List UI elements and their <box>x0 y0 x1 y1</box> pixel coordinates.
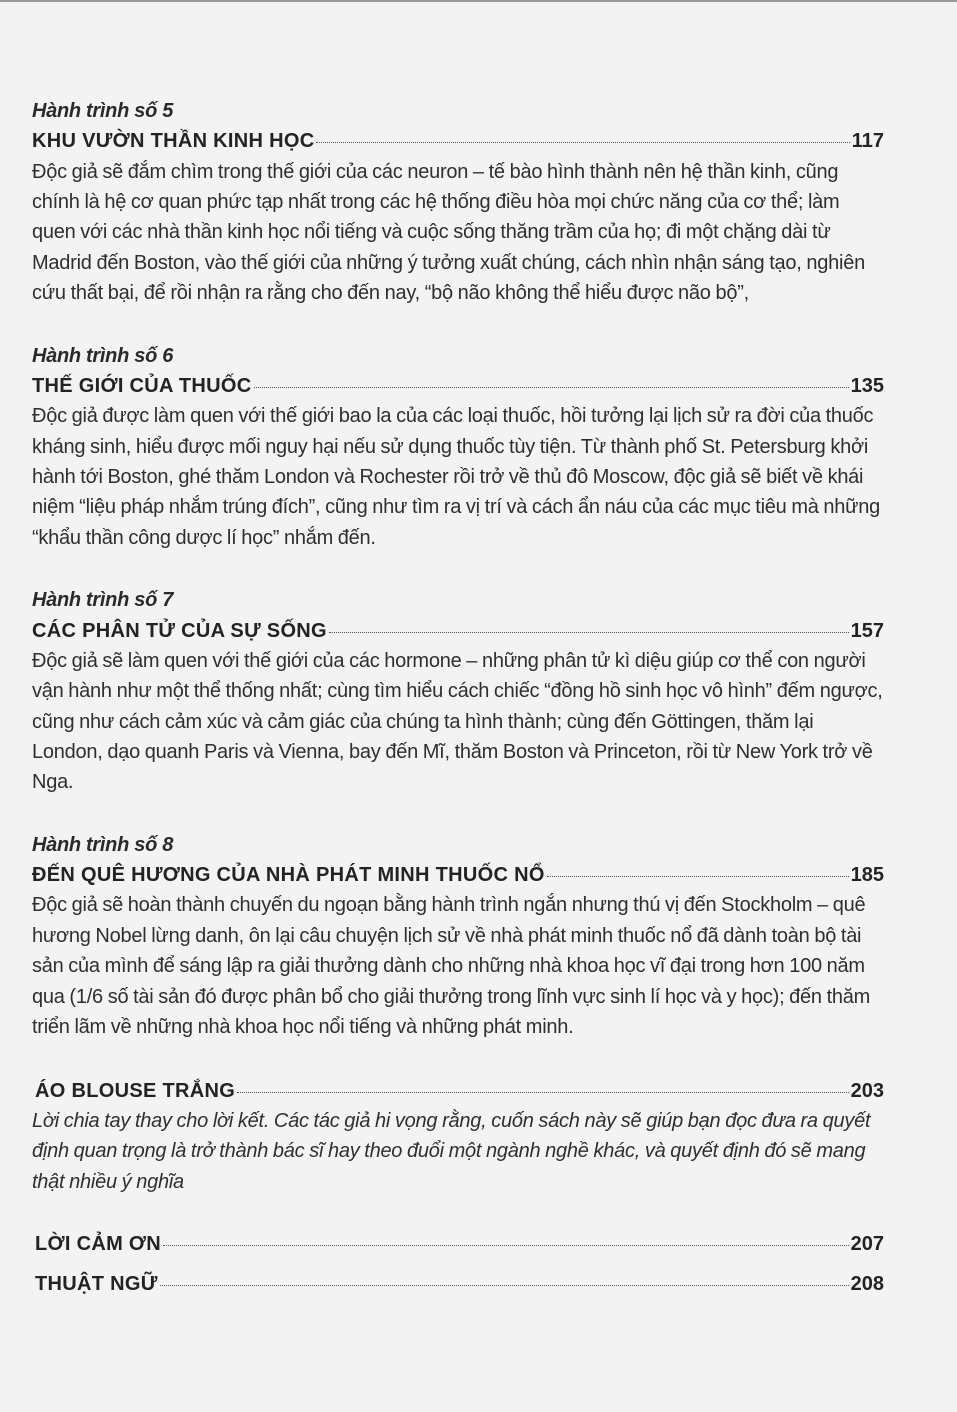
dot-leader <box>163 1245 849 1246</box>
journey-label: Hành trình số 8 <box>32 833 174 856</box>
dot-leader <box>237 1092 849 1093</box>
toc-section-journey-6 <box>32 341 884 554</box>
journey-label: Hành trình số 7 <box>32 589 174 612</box>
dot-leader <box>254 387 849 388</box>
toc-section-journey-8 <box>32 830 884 1043</box>
page-number: 157 <box>850 619 884 642</box>
page-number: 117 <box>851 130 884 153</box>
chapter-description: Lời chia tay thay cho lời kết. Các tác giả hi vọng rằng, cuốn sách này sẽ giúp bạn đọc đưa ra quyết định quan trọng là trở thành bác sĩ hay theo đuổi một ngành nghề khác, và quyết định đó sẽ mang thật nhiều ý nghĩa <box>32 1109 871 1193</box>
toc-entry-line[interactable] <box>32 371 884 401</box>
toc-section-journey-7 <box>32 585 884 798</box>
toc-section-journey-5 <box>32 96 884 309</box>
page-number: 135 <box>850 374 884 397</box>
chapter-title[interactable]: THẾ GIỚI CỦA THUỐC <box>32 374 252 397</box>
page-number: 208 <box>850 1273 884 1296</box>
chapter-title[interactable]: ÁO BLOUSE TRẮNG <box>35 1079 236 1102</box>
chapter-title[interactable]: KHU VƯỜN THẦN KINH HỌC <box>32 130 315 153</box>
toc-entry-line[interactable] <box>32 1269 884 1299</box>
page-number: 207 <box>850 1233 884 1256</box>
chapter-title[interactable]: THUẬT NGỮ <box>35 1273 158 1296</box>
toc-entry-line[interactable] <box>32 126 884 156</box>
table-of-contents <box>32 96 884 1300</box>
toc-entry-line[interactable] <box>32 860 884 890</box>
chapter-description: Độc giả sẽ đắm chìm trong thế giới của các neuron – tế bào hình thành nên hệ thần kinh, cũng chính là hệ cơ quan phức tạp nhất trong các hệ thống điều hòa mọi chức năng của cơ thể; làm quen với các nhà thần kinh học nổi tiếng và cuộc sống thăng trầm của họ; đi một chặng dài từ Madrid đến Boston, vào thế giới của những ý tưởng xuất chúng, cách nhìn nhận sáng tạo, nghiên cứu thất bại, để rồi nhận ra rằng cho đến nay, “bộ não không thể hiểu được não bộ”, <box>32 160 865 305</box>
dot-leader <box>547 876 849 877</box>
chapter-description: Độc giả sẽ hoàn thành chuyến du ngoạn bằng hành trình ngắn nhưng thú vị đến Stockholm – quê hương Nobel lừng danh, ôn lại câu chuyện lịch sử về nhà phát minh thuốc nổ đã dành toàn bộ tài sản của mình để sáng lập ra giải thưởng dành cho những nhà khoa học vĩ đại trong hơn 100 năm qua (1/6 số tài sản đó được phân bổ cho giải thưởng trong lĩnh vực sinh lí học và y học); đến thăm triển lãm về những nhà khoa học nổi tiếng và những phát minh. <box>32 894 871 1039</box>
chapter-title[interactable]: LỜI CẢM ƠN <box>35 1233 161 1256</box>
toc-section-closing <box>32 1076 884 1198</box>
journey-label: Hành trình số 5 <box>32 100 174 122</box>
top-border-rule <box>0 0 957 2</box>
chapter-description: Độc giả được làm quen với thế giới bao la của các loại thuốc, hồi tưởng lại lịch sử ra đời của thuốc kháng sinh, hiểu được mối nguy hại nếu sử dụng thuốc tùy tiện. Từ thành phố St. Petersburg khởi hành tới Boston, ghé thăm London và Rochester rồi trở về thủ đô Moscow, độc giả sẽ biết về khái niệm “liệu pháp nhắm trúng đích”, cũng như tìm ra vị trí và cách ẩn náu của các mục tiêu mà những “khẩu thần công dược lí học” nhắm đến. <box>32 405 881 549</box>
journey-label: Hành trình số 6 <box>32 344 174 367</box>
page-number: 185 <box>850 864 884 887</box>
toc-entry-line[interactable] <box>32 1229 884 1259</box>
toc-section-glossary <box>32 1269 884 1299</box>
page-number: 203 <box>850 1079 884 1102</box>
toc-section-acknowledgements <box>32 1229 884 1259</box>
chapter-title[interactable]: CÁC PHÂN TỬ CỦA SỰ SỐNG <box>32 619 327 642</box>
toc-entry-line[interactable] <box>32 616 884 646</box>
chapter-title[interactable]: ĐẾN QUÊ HƯƠNG CỦA NHÀ PHÁT MINH THUỐC NỔ <box>32 864 545 887</box>
toc-entry-line[interactable] <box>32 1076 884 1106</box>
dot-leader <box>329 632 849 633</box>
dot-leader <box>316 142 849 143</box>
chapter-description: Độc giả sẽ làm quen với thế giới của các hormone – những phân tử kì diệu giúp cơ thể con người vận hành như một thể thống nhất; cùng tìm hiểu cách chiếc “đồng hồ sinh học vô hình” đếm ngược, cũng như cách cảm xúc và cảm giác của chúng ta hình thành; cùng đến Göttingen, thăm lại London, dạo quanh Paris và Vienna, bay đến Mĩ, thăm Boston và Princeton, rồi từ New York trở về Nga. <box>32 649 883 794</box>
dot-leader <box>160 1285 849 1286</box>
